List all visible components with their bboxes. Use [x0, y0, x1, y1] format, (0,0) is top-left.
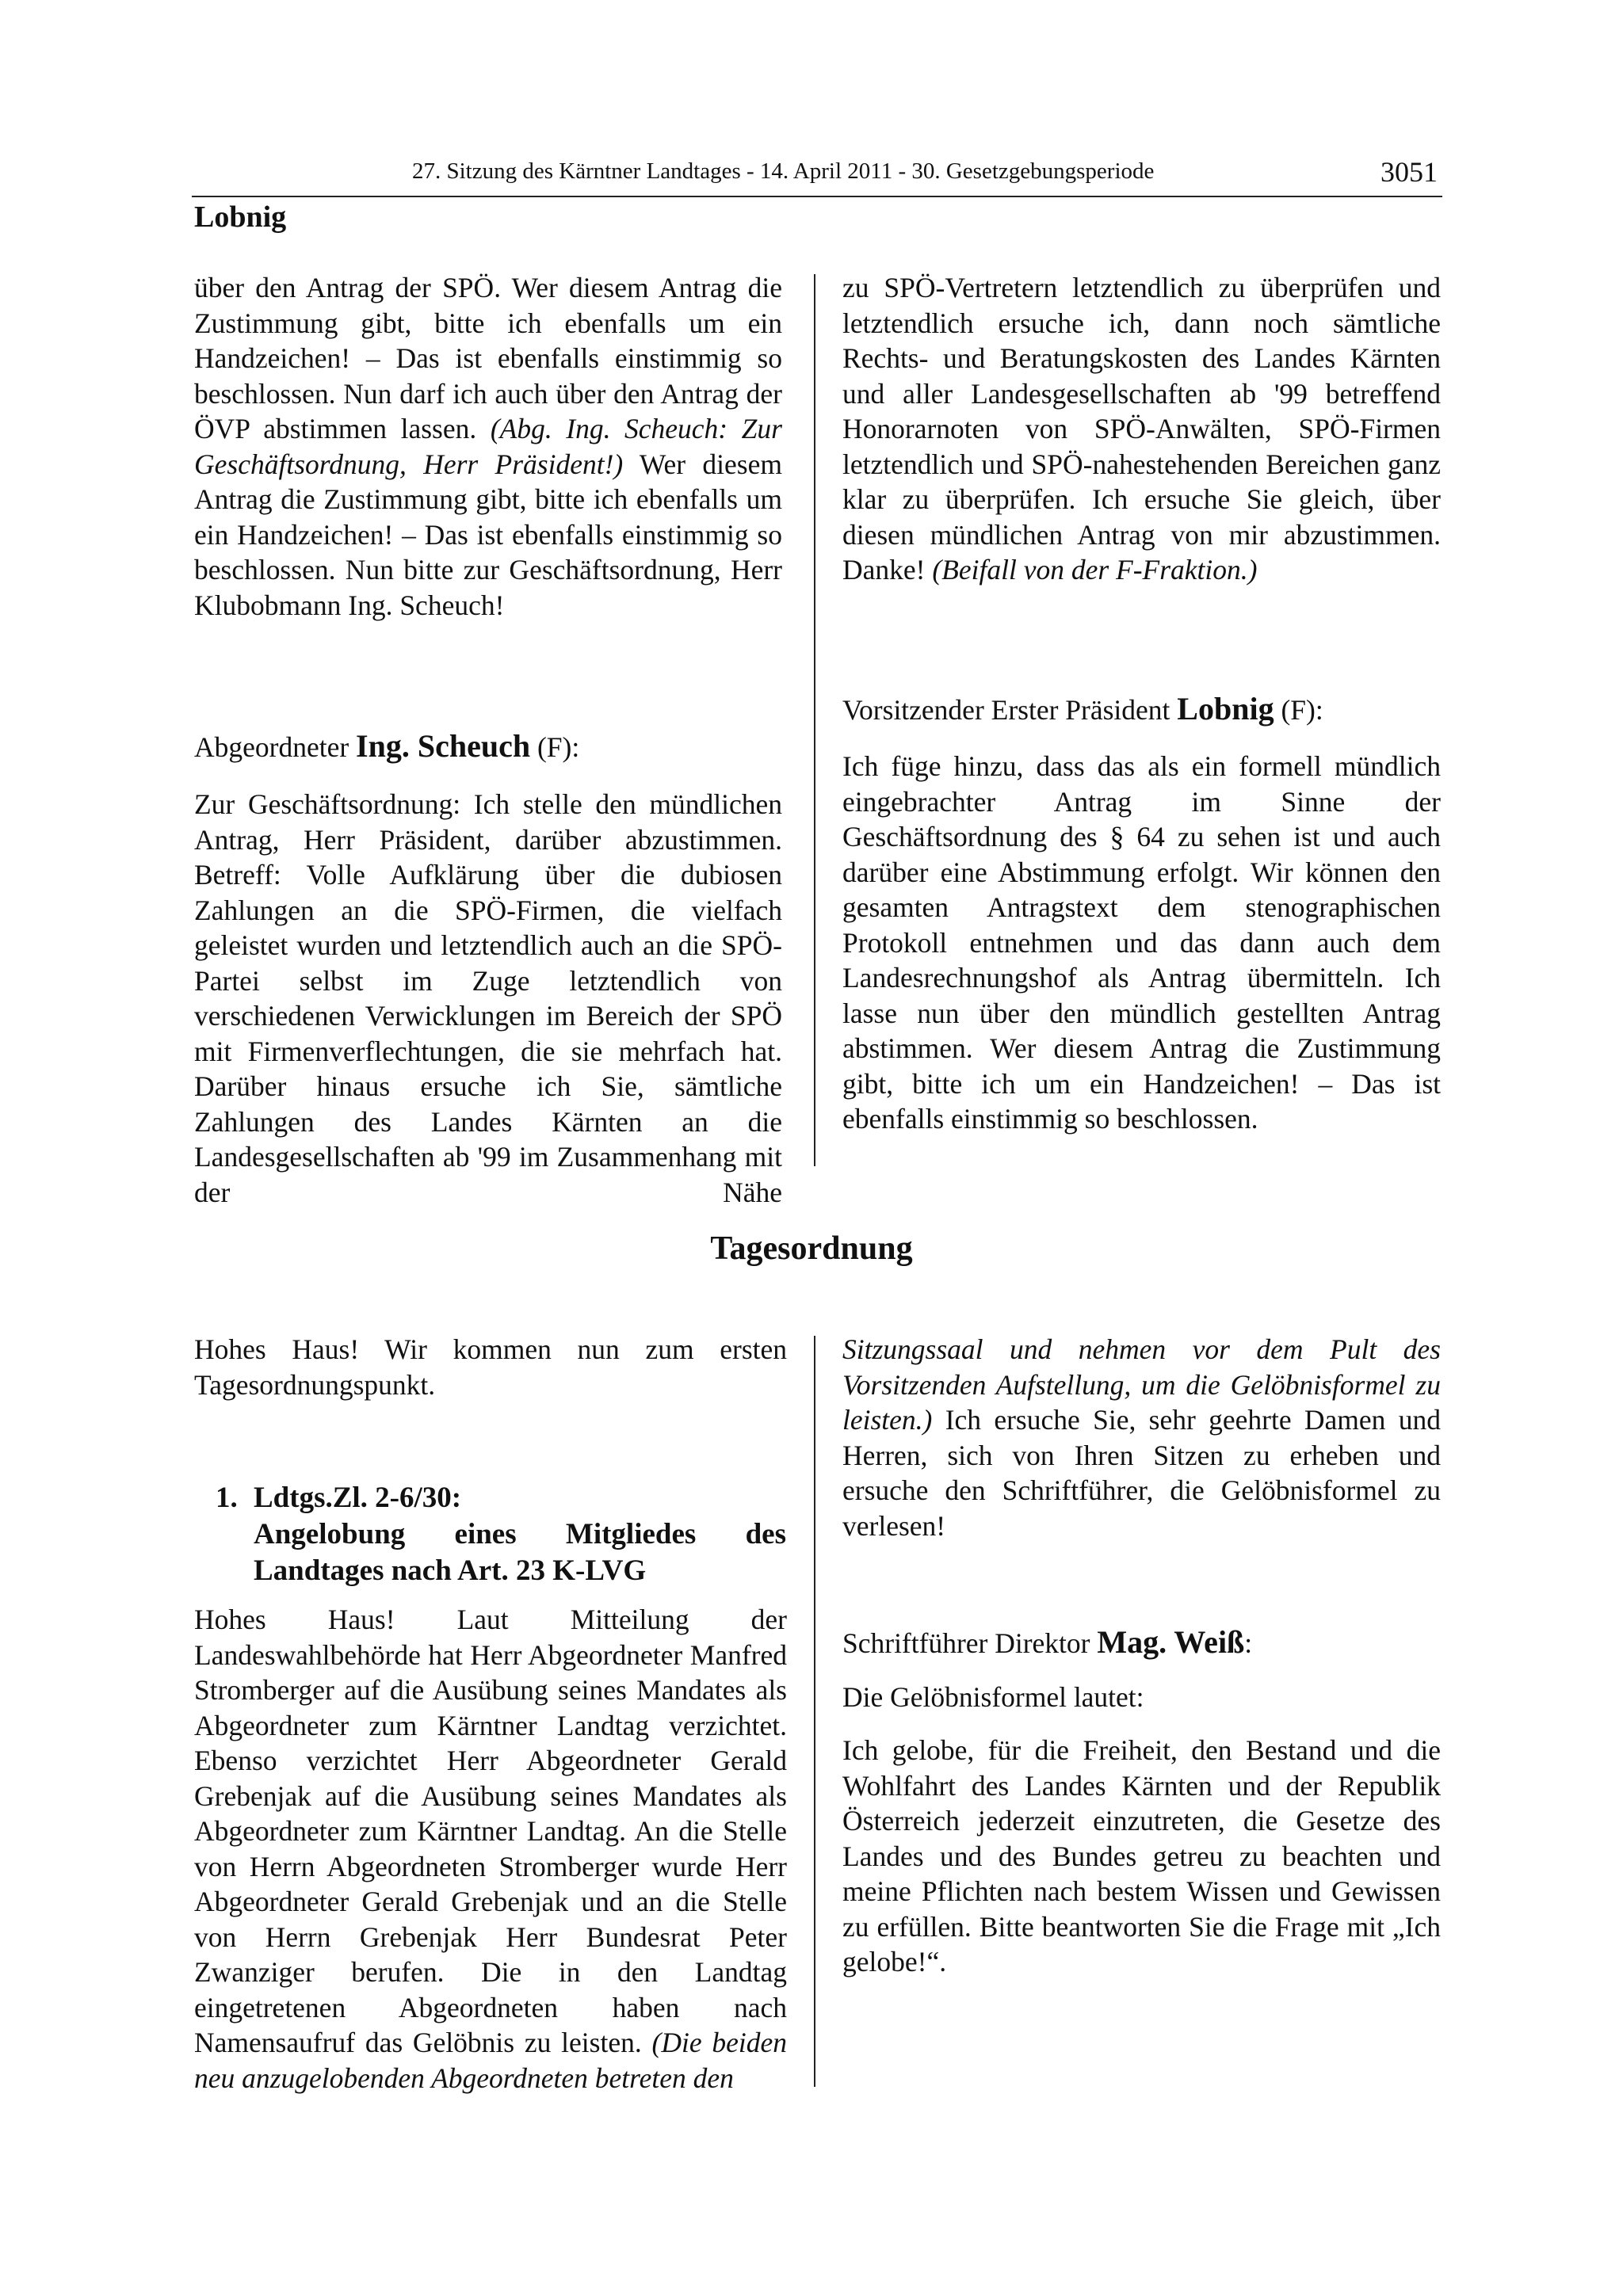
- speaker-heading-scheuch: [194, 727, 579, 765]
- paragraph-oath-formula: Ich gelobe, für die Freiheit, den Bestand und die Wohlfahrt des Landes Kärnten und der Republik Österreich jederzeit einzutreten, die Gesetze des Landes und des Bundes getreu zu beachten und meine Pflichten nach bestem Wissen und Gewissen zu erfüllen. Bitte beantworten Sie die Frage mit „Ich gelobe!“.: [842, 1734, 1441, 1978]
- section2-right-column: [842, 1332, 1441, 1543]
- running-speaker-name: Lobnig: [194, 200, 287, 234]
- text: Ich ersuche Sie, sehr geehrte Damen und Herren, sich von Ihren Sitzen zu erheben und ersuche den Schriftführer, die Gelöbnisformel zu verlesen!: [842, 1404, 1441, 1542]
- text: über den Antrag der SPÖ. Wer diesem Antrag die Zustimmung gibt, bitte ich ebenfalls um ein Handzeichen! – Das ist ebenfalls einstimmig so beschlossen. Nun darf ich auch über den Antrag der ÖVP abstimmen lassen.: [194, 272, 782, 444]
- session-header: 27. Sitzung des Kärntner Landtages - 14. April 2011 - 30. Gesetzgebungsperiode: [412, 158, 1155, 184]
- scheuch-speech-left: [194, 787, 782, 1210]
- text: Wer diesem Antrag die Zustimmung gibt, bitte ich ebenfalls um ein Handzeichen! – Das ist ebenfalls einstimmig so beschlossen. Nun bitte zur Geschäftsordnung, Herr Klubobmann Ing. Scheuch!: [194, 448, 782, 621]
- stage-direction: Sitzungssaal und nehmen vor dem Pult des Vorsitzenden Aufstellung, um die Gelöbnisformel zu leisten.): [842, 1333, 1441, 1436]
- interjection: (Abg. Ing. Scheuch: Zur Geschäftsordnung, Herr Präsident!): [194, 413, 782, 480]
- paragraph-scheuch-motion-cont: [842, 270, 1441, 588]
- agenda-item-title: Angelobung eines Mitgliedes des: [254, 1518, 786, 1550]
- interjection: (Beifall von der F-Fraktion.): [932, 554, 1258, 585]
- column-divider: [814, 1336, 815, 2087]
- page-number: 3051: [1381, 156, 1438, 188]
- speaker-role: Vorsitzender Erster Präsident: [842, 694, 1178, 726]
- agenda-body-left: [194, 1602, 787, 2096]
- section1-left-column: [194, 270, 782, 623]
- paragraph-lobnig-remark: Ich füge hinzu, dass das als ein formell mündlich eingebrachter Antrag im Sinne der Geschäftsordnung des § 64 zu sehen ist und auch darüber eine Abstimmung erfolgt. Wir können den gesamten Antragstext dem stenographischen Protokoll entnehmen und das dann auch dem Landesrechnungshof als Antrag übermitteln. Ich lasse nun über den mündlich gestellten Antrag abstimmen. Wer diesem Antrag die Zustimmung gibt, bitte ich um ein Handzeichen! – Das ist ebenfalls einstimmig so beschlossen.: [842, 750, 1441, 1135]
- speaker-name: Mag. Weiß: [1097, 1624, 1245, 1660]
- speaker-role: Schriftführer Direktor: [842, 1627, 1098, 1659]
- paragraph-oath-request: [842, 1332, 1441, 1543]
- lobnig-speech: [842, 749, 1441, 1137]
- stage-direction: (Die beiden neu anzugelobenden Abgeordneten betreten den: [194, 2027, 787, 2094]
- speaker-suffix: :: [1244, 1627, 1253, 1659]
- section-title: Tagesordnung: [710, 1230, 913, 1267]
- text: Hohes Haus! Laut Mitteilung der Landeswahlbehörde hat Herr Abgeordneter Manfred Stromberger auf die Ausübung seines Mandates als Abgeordneter zum Kärntner Landtag verzichtet. Ebenso verzichtet Herr Abgeordneter Gerald Grebenjak auf die Ausübung seines Mandates als Abgeordneter zum Kärntner Landtag. An die Stelle von Herrn Abgeordneten Stromberger wurde Herr Abgeordneter Gerald Grebenjak und an die Stelle von Herrn Grebenjak Herr Bundesrat Peter Zwanziger berufen. Die in den Landtag eingetretenen Abgeordneten haben nach Namensaufruf das Gelöbnis zu leisten.: [194, 1604, 787, 2058]
- formula-block: [842, 1733, 1441, 1980]
- agenda-item-number: 1.: [216, 1482, 238, 1514]
- speaker-party: (F):: [1274, 694, 1323, 726]
- paragraph-agenda-intro: Hohes Haus! Wir kommen nun zum ersten Tagesordnungspunkt.: [194, 1333, 787, 1401]
- speaker-role: Abgeordneter: [194, 731, 357, 763]
- section1-right-column: [842, 270, 1441, 588]
- formula-intro-block: [842, 1680, 1441, 1715]
- header-rule: [192, 196, 1442, 197]
- agenda-item-reference: Ldtgs.Zl. 2-6/30:: [254, 1482, 462, 1514]
- speaker-name: Lobnig: [1177, 691, 1274, 727]
- speaker-name: Ing. Scheuch: [356, 728, 531, 764]
- paragraph-mandate-change: [194, 1602, 787, 2096]
- section2-left-column: [194, 1332, 787, 1402]
- speaker-heading-lobnig: [842, 690, 1323, 727]
- paragraph-vote-continuation: [194, 270, 782, 623]
- paragraph-formula-intro: Die Gelöbnisformel lautet:: [842, 1681, 1144, 1713]
- text: zu SPÖ-Vertretern letztendlich zu überprüfen und letztendlich ersuche ich, dann noch sämtliche Rechts- und Beratungskosten des Landes Kärnten und aller Landesgesellschaften ab '99 betreffend Honorarnoten von SPÖ-Anwälten, SPÖ-Firmen letztendlich und SPÖ-nahestehenden Bereichen ganz klar zu überprüfen. Ich ersuche Sie gleich, über diesen mündlichen Antrag von mir abzustimmen. Danke!: [842, 272, 1441, 585]
- paragraph-scheuch-motion: Zur Geschäftsordnung: Ich stelle den mündlichen Antrag, Herr Präsident, darüber abzustimmen. Betreff: Volle Aufklärung über die dubiosen Zahlungen an die SPÖ-Firmen, die vielfach geleistet wurden und letztendlich auch an die SPÖ-Partei selbst im Zuge letztendlich von verschiedenen Verwicklungen im Bereich der SPÖ mit Firmenverflechtungen, die sie mehrfach hat. Darüber hinaus ersuche ich Sie, sämtliche Zahlungen des Landes Kärnten an die Landesgesellschaften ab '99 im Zusammenhang mit der Nähe: [194, 788, 782, 1208]
- speaker-party: (F):: [530, 731, 580, 763]
- speaker-heading-weiss: [842, 1623, 1252, 1661]
- column-divider: [814, 274, 815, 1166]
- agenda-item-title-cont: Landtages nach Art. 23 K-LVG: [254, 1554, 647, 1587]
